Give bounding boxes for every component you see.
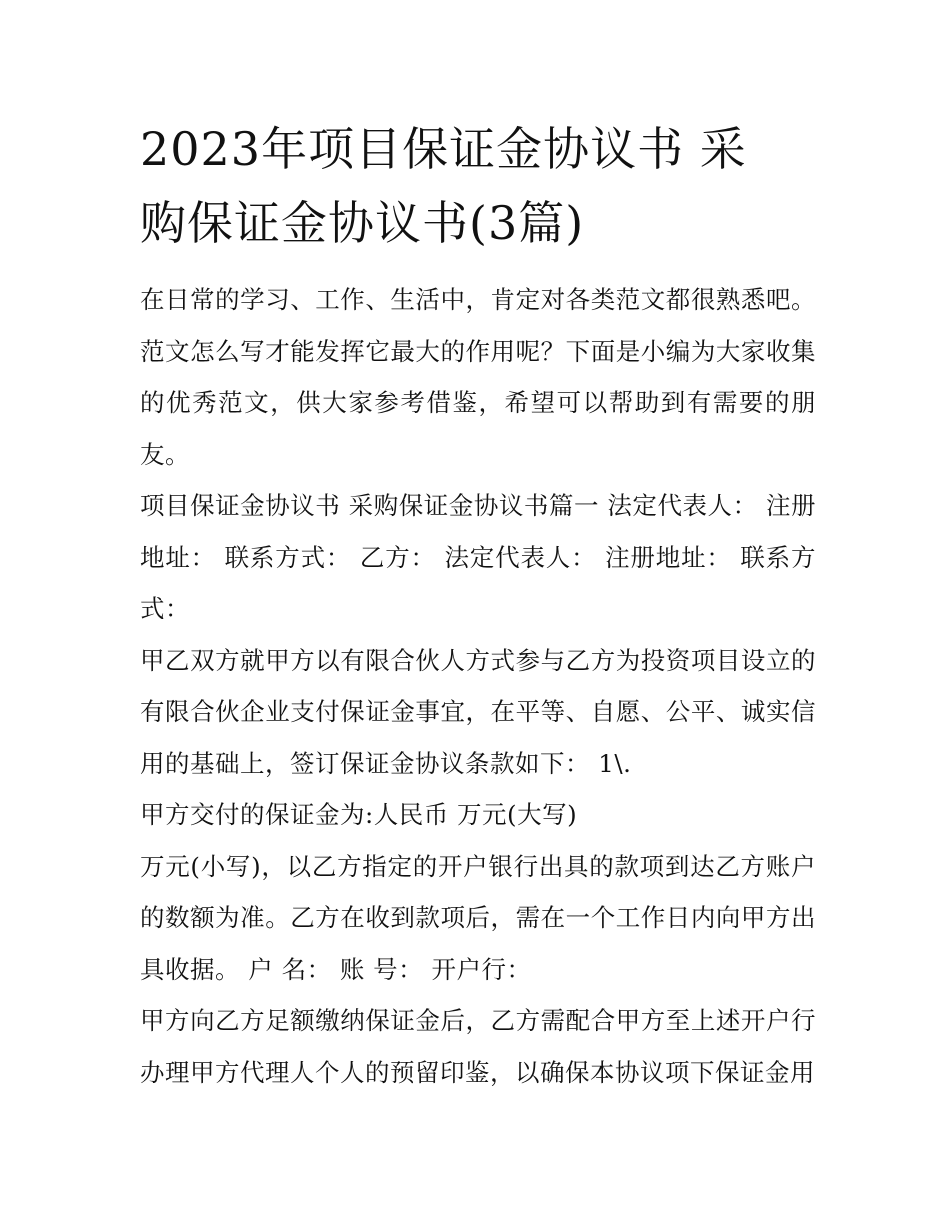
bank-seal-paragraph: 甲方向乙方足额缴纳保证金后，乙方需配合甲方至上述开户行办理甲方代理人个人的预留印鉴，以确保本协议项下保证金用 — [140, 1006, 816, 1087]
deposit-amount-paragraph: 甲方交付的保证金为:人民币 万元(大写) — [140, 800, 578, 829]
agreement-basis-paragraph: 甲乙双方就甲方以有限合伙人方式参与乙方为投资项目设立的有限合伙企业支付保证金事宜，在平等、自愿、公平、诚实信用的基础上，签订保证金协议条款如下： 1\. — [140, 645, 816, 778]
title-line-1: 2023年项目保证金协议书 采 — [140, 122, 747, 176]
parties-paragraph: 项目保证金协议书 采购保证金协议书篇一 法定代表人： 注册地址： 联系方式： 乙方： 法定代表人： 注册地址： 联系方式： — [140, 491, 816, 623]
document-body — [140, 274, 816, 1098]
title-line-2: 购保证金协议书(3篇) — [140, 196, 585, 250]
intro-paragraph: 在日常的学习、工作、生活中，肯定对各类范文都很熟悉吧。范文怎么写才能发挥它最大的作用呢？下面是小编为大家收集的优秀范文，供大家参考借鉴，希望可以帮助到有需要的朋友。 — [140, 285, 816, 469]
deposit-receipt-paragraph: 万元(小写)，以乙方指定的开户银行出具的款项到达乙方账户的数额为准。乙方在收到款项后，需在一个工作日内向甲方出具收据。 户 名： 账 号： 开户行： — [140, 851, 816, 984]
document-title — [140, 112, 820, 260]
